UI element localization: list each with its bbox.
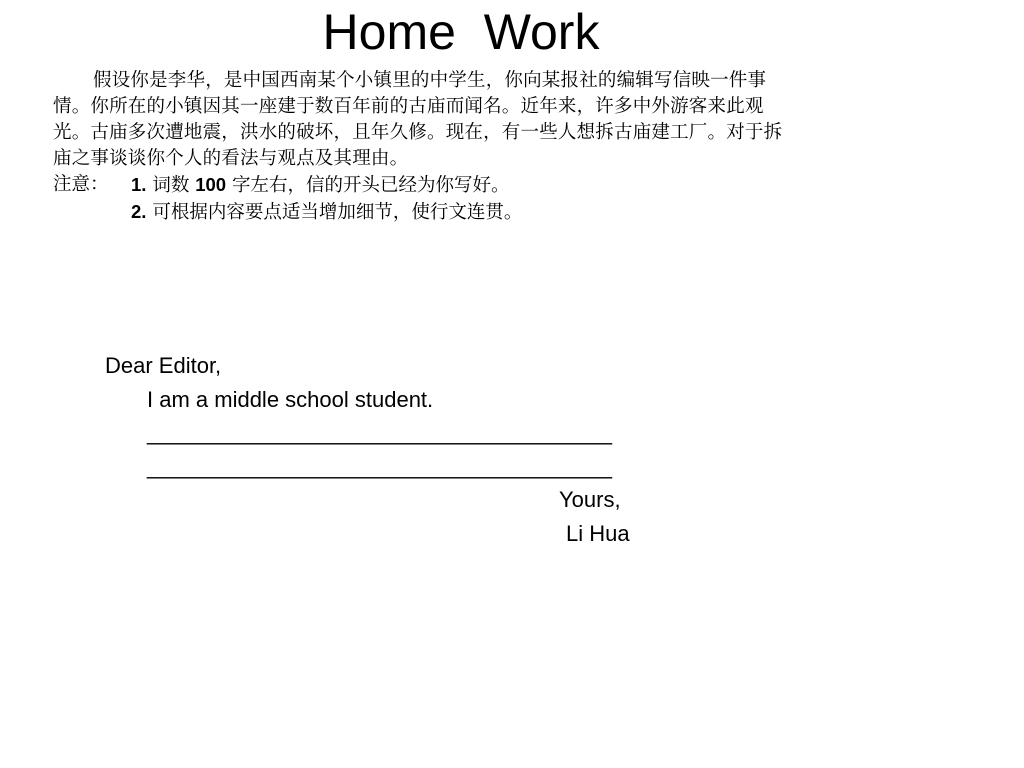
task-instructions bbox=[53, 68, 783, 226]
word-count: 100 bbox=[195, 174, 227, 195]
note-text: 可根据内容要点适当增加细节，使行文连贯。 bbox=[146, 202, 523, 223]
note-item-2 bbox=[53, 199, 783, 226]
notes-label: 注意： bbox=[53, 174, 109, 195]
task-prompt: 假设你是李华，是中国西南某个小镇里的中学生，你向某报社的编辑写信映一件事情。你所在的小镇因其一座建于数百年前的古庙而闻名。近年来，许多中外游客来此观光。古庙多次遭地震，洪水的破坏，且年久修。现在，有一些人想拆古庙建工厂。对于拆庙之事谈谈你个人的看法与观点及其理由。 bbox=[53, 70, 783, 169]
letter-signature: Li Hua bbox=[566, 520, 630, 546]
letter-blank-line: ______________________________________ bbox=[147, 453, 612, 479]
note-text: 字左右，信的开头已经为你写好。 bbox=[226, 175, 510, 196]
letter-salutation: Dear Editor, bbox=[105, 353, 222, 378]
note-item-1 bbox=[53, 172, 783, 199]
letter-template bbox=[105, 349, 630, 550]
note-number: 2. bbox=[131, 201, 147, 222]
letter-opening: I am a middle school student. bbox=[147, 386, 434, 412]
note-number: 1. bbox=[131, 174, 147, 195]
letter-closing: Yours, bbox=[559, 487, 621, 512]
note-text: 词数 bbox=[146, 175, 196, 196]
letter-blank-line: ______________________________________ bbox=[147, 420, 612, 445]
slide-title: Home Work bbox=[322, 4, 600, 60]
